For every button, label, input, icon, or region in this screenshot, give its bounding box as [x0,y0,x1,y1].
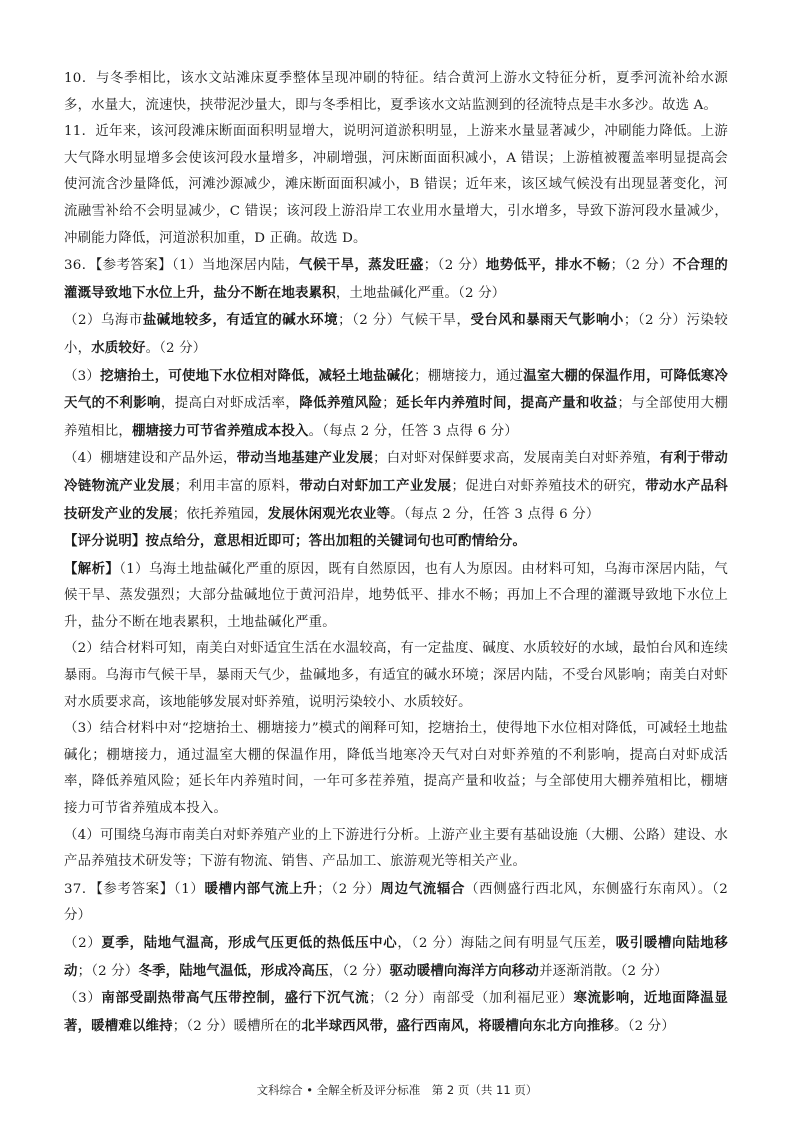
text-run: （4）可围绕乌海市南美白对虾养殖产业的上下游进行分析。上游产业主要有基础设施（大棚、公路）建设、水产品养殖技术研发等；下游有物流、销售、产品加工、旅游观光等相关产业。 [64,827,728,870]
text-run: ； [382,396,396,412]
analysis-part-2 [64,636,728,716]
bold-keyphrase: 水质较好 [91,339,146,356]
document-body [64,66,728,1040]
answer-36-part-2 [64,307,728,362]
text-run: ，（2 分）海陆之间有明显气压差， [397,936,616,951]
bold-keyphrase: 【解析】 [64,560,120,577]
bold-keyphrase: 降低养殖风险 [299,395,383,412]
text-run: ；与全部使用大棚养殖相比， [64,396,729,439]
text-run: 。（每点 2 分，任答 3 点得 6 分） [390,506,600,522]
text-run: 11．近年来，该河段滩床断面面积明显增大，说明河道淤积明显，上游来水量显著减少，冲刷能力降低。上游大气降水明显增多会使该河段水量增多，冲刷增强，河床断面面积减小，A 错误；上游植被覆盖率明显提高会使河流含沙量降低，河滩沙源减少，滩床断面面积减小，B 错误；近年来，该区域气候没有出现显著变化，河流融雪补给不会明显减少，C 错误；该河段上游沿岸工农业用水量增大，引水增多，导致下游河段水量减少，冲刷能力降低，河道淤积加重，D 正确。故选 D。 [64,124,728,246]
text-run: ；白对虾对保鲜要求高，发展南美白对虾养殖， [373,451,660,467]
answer-36-part-4 [64,445,728,528]
text-run: 。（2 分） [145,340,207,356]
text-run: 。（2 分） [614,1018,675,1034]
text-run: （4）棚塘建设和产品外运， [64,451,237,467]
answer-37-part-1 [64,876,728,930]
bold-keyphrase: 温室大棚的保温作用，可降低寒冷天气的不利影响 [64,367,729,412]
text-run: 10．与冬季相比，该水文站滩床夏季整体呈现冲刷的特征。结合黄河上游水文特征分析，夏季河流补给水源多，水量大，流速快，挟带泥沙量大，即与冬季相比，夏季该水文站监测到的径流特点是丰水多沙。故选 A。 [64,71,728,113]
text-run: ；促进白对虾养殖技术的研究， [451,478,646,494]
text-run: ；依托养殖园， [172,506,268,522]
text-run: ；（2 分）暖槽所在的 [172,1018,302,1034]
text-run: （3） [64,368,101,384]
answer-37-part-3 [64,985,728,1040]
text-run: ；棚塘接力，通过 [414,368,524,384]
bold-keyphrase: 暖槽内部气流上升 [204,880,318,897]
text-run: （2）乌海市 [64,313,143,329]
bold-keyphrase: 挖塘抬土，可使地下水位相对降低，减轻土地盐碱化 [100,367,415,384]
bold-keyphrase: 带动白对虾加工产业发展 [299,477,452,494]
text-run: ；（2 分） [77,963,139,979]
bold-keyphrase: 南部受副热带高气压带控制，盛行下沉气流 [101,990,370,1007]
answer-37-part-2 [64,930,728,985]
answer-36-part-3 [64,363,728,446]
answer-11 [64,119,728,252]
analysis-part-1 [64,556,728,637]
text-run: 37．【参考答案】（1） [64,881,205,897]
text-run: ；（2 分） [610,258,673,274]
text-run: （2）结合材料可知，南美白对虾适宜生活在水温较高，有一定盐度、碱度、水质较好的水域，最怕台风和连续暴雨。乌海市气候干旱，暴雨天气少，盐碱地多，有适宜的碱水环境；深居内陆，不受台风影响；南美白对虾对水质要求高，该地能够发展对虾养殖，说明污染较小、水质较好。 [64,641,728,710]
text-run: ，土地盐碱化严重。（2 分） [335,285,506,301]
bold-keyphrase: 吸引暖槽向陆地移动 [64,935,728,979]
bold-keyphrase: 驱动暖槽向海洋方向移动 [389,962,540,979]
bold-keyphrase: 发展休闲观光农业等 [267,505,391,522]
scoring-note [64,528,728,556]
page-footer: 文科综合 • 全解全析及评分标准 第 2 页（共 11 页） [256,1083,538,1097]
text-run: （3） [64,991,102,1007]
answer-10 [64,66,728,119]
bold-keyphrase: 周边气流辐合 [380,880,466,897]
text-run: ；（2 分）南部受（加利福尼亚） [369,991,574,1007]
bold-keyphrase: 寒流影响，近地面降温显著，暖槽难以维持 [64,990,728,1034]
bold-keyphrase: 盐碱地较多，有适宜的碱水环境 [142,312,339,329]
bold-keyphrase: 不合理的灌溉导致地下水位上升，盐分不断在地表累积 [64,257,728,301]
bold-keyphrase: 受台风和暴雨天气影响小 [470,312,624,329]
text-run: 并逐渐消散。（2 分） [539,963,668,979]
analysis-part-3 [64,716,728,822]
bold-keyphrase: 带动当地基建产业发展 [236,450,374,467]
text-run: ；（2 分） [317,881,381,897]
bold-keyphrase: 气候干旱，蒸发旺盛 [299,257,424,274]
bold-keyphrase: 夏季，陆地气温高，形成气压更低的热低压中心 [101,935,398,951]
bold-keyphrase: 冬季，陆地气温低，形成冷高压 [138,962,329,979]
bold-keyphrase: 有利于带动冷链物流产业发展 [64,450,729,494]
answer-36-part-1 [64,252,728,307]
bold-keyphrase: 北半球西风带，盛行西南风，将暖槽向东北方向推移 [301,1017,615,1034]
text-run: ，提高白对虾成活率， [160,396,300,412]
text-run: 36．【参考答案】（1）当地深居内陆， [64,258,300,274]
text-run: （西侧盛行西北风，东侧盛行东南风）。（2 分） [64,881,729,924]
bold-keyphrase: 棚塘接力可节省养殖成本投入 [131,422,309,439]
text-run: 。（每点 2 分，任答 3 点得 6 分） [308,423,518,439]
text-run: ；（2 分） [423,258,486,274]
text-run: ；利用丰富的原料， [174,478,300,494]
bold-keyphrase: 地势低平，排水不畅 [485,257,611,274]
text-run: （3）结合材料中对“挖塘抬土、棚塘接力”模式的阐释可知，挖塘抬土，使得地下水位相对降低，可减轻土地盐碱化；棚塘接力，通过温室大棚的保温作用，降低当地寒冷天气对白对虾养殖的不利影响，提高白对虾成活率，降低养殖风险；延长年内养殖时间，一年可多茬养殖，提高产量和收益；与全部使用大棚养殖相比，棚塘接力可节省养殖成本投入。 [64,721,728,817]
text-run: （2） [64,936,102,951]
bold-keyphrase: 【评分说明】按点给分，意思相近即可；答出加粗的关键词句也可酌情给分。 [64,533,527,550]
text-run: （1）乌海土地盐碱化严重的原因，既有自然原因，也有人为原因。由材料可知，乌海市深居内陆，气候干旱、蒸发强烈；大部分盐碱地位于黄河沿岸，地势低平、排水不畅；再加上不合理的灌溉导致地下水位上升，盐分不断在地表累积，土地盐碱化严重。 [64,561,728,630]
text-run: ；（2 分）气候干旱， [338,313,471,329]
analysis-part-4 [64,823,728,876]
text-run: ，（2 分） [328,963,390,979]
bold-keyphrase: 带动水产品科技研发产业的发展 [64,477,728,522]
bold-keyphrase: 延长年内养殖时间，提高产量和收益 [395,395,618,412]
text-run: ；（2 分）污染较小， [64,313,728,356]
